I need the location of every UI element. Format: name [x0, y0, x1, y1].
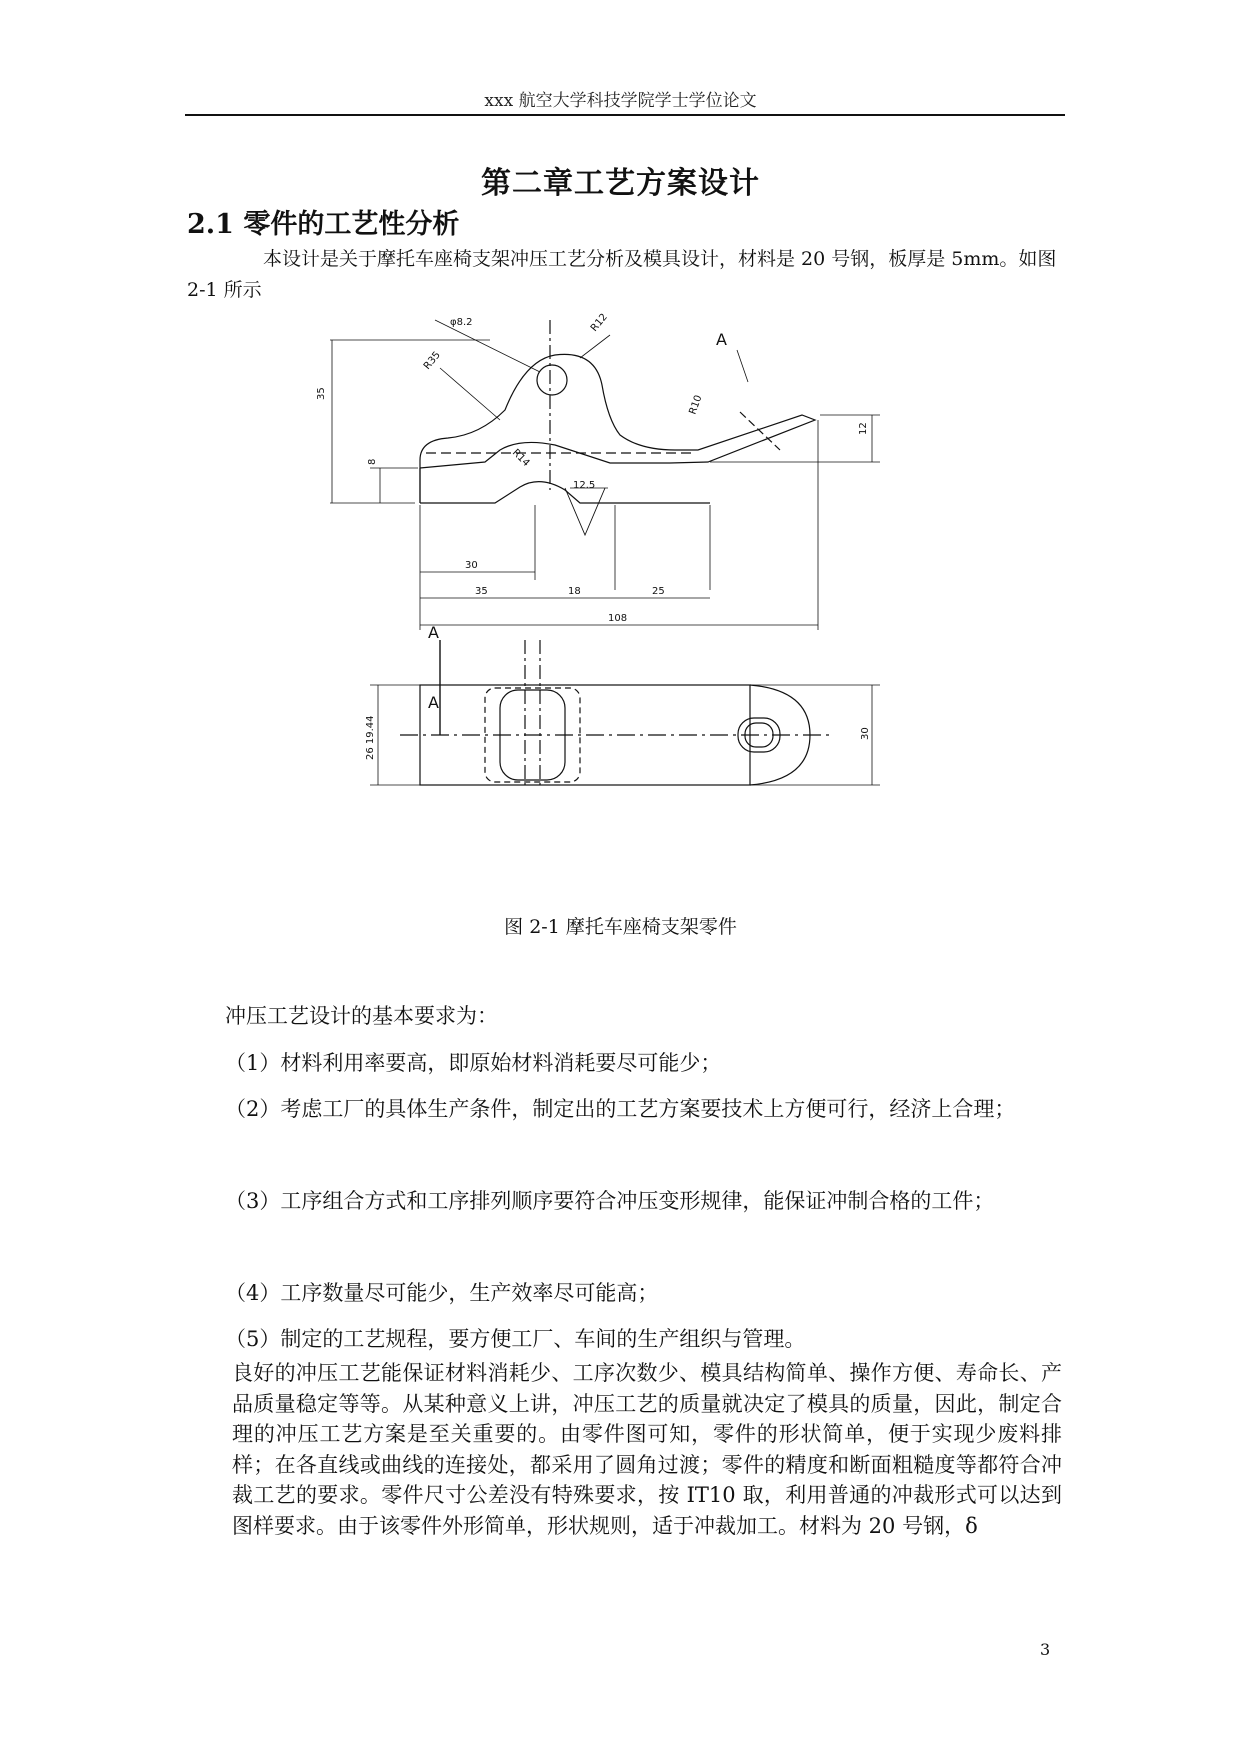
section-a-mark-2: A — [428, 693, 439, 712]
requirement-item: （3）工序组合方式和工序排列顺序要符合冲压变形规律，能保证冲制合格的工件； — [225, 1189, 995, 1213]
dim-h12: 12 — [858, 422, 869, 435]
section-a-top: A — [716, 330, 727, 349]
requirement-item: （2）考虑工厂的具体生产条件，制定出的工艺方案要技术上方便可行，经济上合理； — [225, 1097, 1016, 1121]
dim-w18: 18 — [568, 586, 581, 597]
chapter-title: 第二章工艺方案设计 — [481, 166, 760, 201]
page-number: 3 — [1040, 1640, 1051, 1659]
section-title: 2.1 零件的工艺性分析 — [187, 209, 460, 240]
dim-w25: 25 — [652, 586, 665, 597]
dim-r14: R14 — [509, 447, 532, 470]
requirement-item: （4）工序数量尽可能少，生产效率尽可能高； — [225, 1281, 659, 1305]
requirements-lead: 冲压工艺设计的基本要求为： — [225, 1004, 498, 1028]
requirement-item: （5）制定的工艺规程，要方便工厂、车间的生产组织与管理。 — [225, 1327, 806, 1351]
dim-r35: R35 — [421, 349, 443, 372]
requirement-item: （1）材料利用率要高，即原始材料消耗要尽可能少； — [225, 1051, 722, 1075]
hole-circle — [537, 365, 567, 395]
dim-w30: 30 — [465, 560, 478, 571]
side-view-outline — [420, 354, 815, 503]
dim-h35: 35 — [316, 387, 327, 400]
dim-w108: 108 — [608, 613, 628, 624]
section-a-mark-1: A — [428, 623, 439, 642]
dim-r12: R12 — [588, 311, 610, 334]
dim-phi: φ8.2 — [450, 317, 473, 328]
dim-w35: 35 — [475, 586, 488, 597]
dim-h8: 8 — [367, 458, 378, 465]
roughness-value: 12.5 — [573, 480, 596, 491]
dim-h26: 26 19.44 — [365, 715, 376, 760]
dim-r10: R10 — [687, 393, 705, 417]
figure-caption: 图 2-1 摩托车座椅支架零件 — [504, 916, 737, 938]
header-rule — [185, 114, 1065, 116]
dim-h30b: 30 — [860, 727, 871, 740]
body-paragraph: 良好的冲压工艺能保证材料消耗少、工序次数少、模具结构简单、操作方便、寿命长、产品质量稳定等等。从某种意义上讲，冲压工艺的质量就决定了模具的质量，因此，制定合理的冲压工艺方案是至关重要的。由零件图可知，零件的形状简单，便于实现少废料排样；在各直线或曲线的连接处，都采用了圆角过渡；零件的精度和断面粗糙度等都符合冲裁工艺的要求。零件尺寸公差没有特殊要求，按 IT10 取，利用普通的冲裁形式可以达到图样要求。由于该零件外形简单，形状规则，适于冲裁加工。材料为 20 号钢，δ — [232, 1361, 1062, 1538]
page-header: xxx 航空大学科技学院学士学位论文 — [484, 91, 757, 111]
intro-paragraph: 本设计是关于摩托车座椅支架冲压工艺分析及模具设计，材料是 20 号钢，板厚是 5mm。如图 2-1 所示 — [187, 248, 1057, 301]
part-drawing — [316, 311, 1000, 900]
